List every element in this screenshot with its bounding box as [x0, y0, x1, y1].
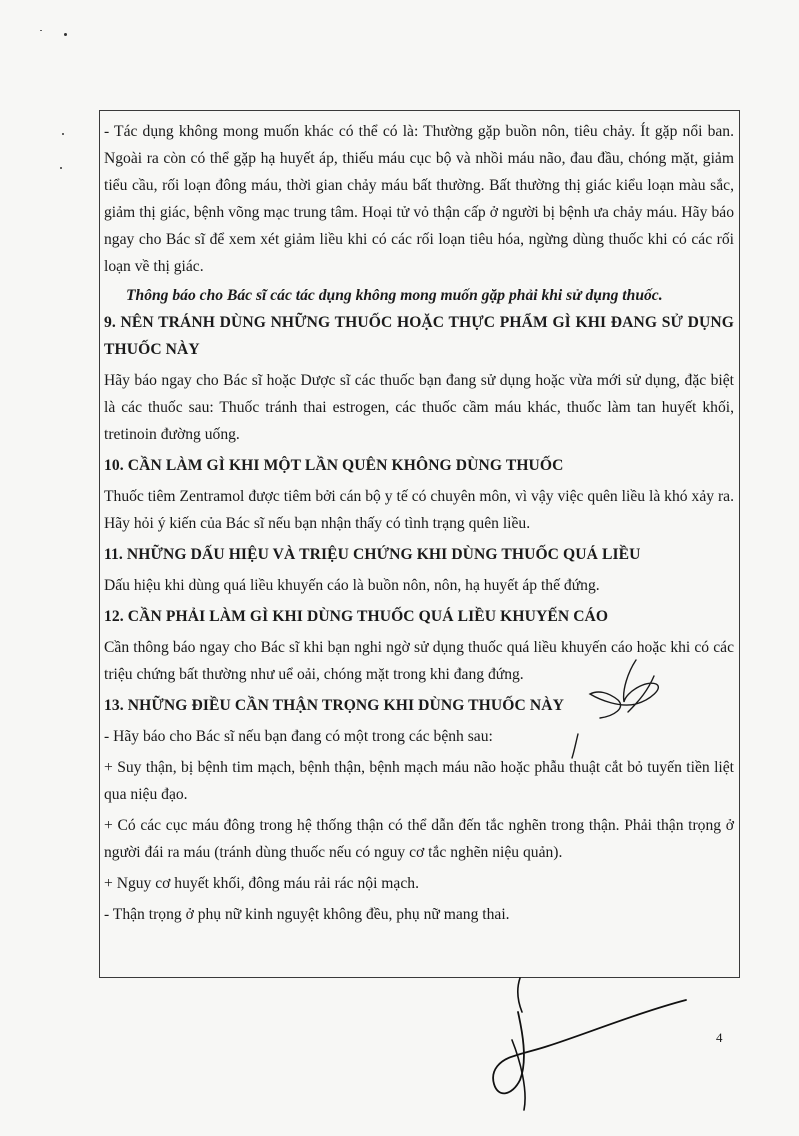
page-number: 4 — [716, 1030, 723, 1045]
heading-section-12: 12. CẦN PHẢI LÀM GÌ KHI DÙNG THUỐC QUÁ LIỀU KHUYẾN CÁO — [104, 608, 609, 625]
paragraph-section-13-item-2: + Có các cục máu đông trong hệ thống thận có thể dẫn đến tắc nghẽn trong thận. Phải thận trọng ở người đái ra máu (tránh dùng thuốc nếu có nguy cơ tắc nghẽn niệu quản). — [104, 817, 734, 861]
document-body — [104, 118, 734, 928]
paragraph-side-effects: - Tác dụng không mong muốn khác có thể có là: Thường gặp buồn nôn, tiêu chảy. Ít gặp nổi ban. Ngoài ra còn có thể gặp hạ huyết áp, thiếu máu cục bộ và nhồi máu não, đau đầu, chóng mặt, giảm tiểu cầu, rối loạn đông máu, thời gian chảy máu bất thường. Bất thường thị giác kiểu loạn màu sắc, giảm thị giác, bệnh võng mạc trung tâm. Hoại tử vỏ thận cấp ở người bị bệnh ưa chảy máu. Hãy báo ngay cho Bác sĩ để xem xét giảm liều khi có các rối loạn tiêu hóa, ngừng dùng thuốc khi có các rối loạn về thị giác. — [104, 123, 734, 275]
heading-section-10: 10. CẦN LÀM GÌ KHI MỘT LẦN QUÊN KHÔNG DÙNG THUỐC — [104, 457, 564, 474]
paragraph-section-13-intro: - Hãy báo cho Bác sĩ nếu bạn đang có một trong các bệnh sau: — [104, 728, 493, 745]
paragraph-section-10: Thuốc tiêm Zentramol được tiêm bởi cán bộ y tế có chuyên môn, vì vậy việc quên liều là khó xảy ra. Hãy hỏi ý kiến của Bác sĩ nếu bạn nhận thấy có tình trạng quên liều. — [104, 488, 734, 532]
paragraph-section-13-item-4: - Thận trọng ở phụ nữ kinh nguyệt không đều, phụ nữ mang thai. — [104, 906, 510, 923]
scan-speck — [60, 167, 62, 169]
paragraph-section-9: Hãy báo ngay cho Bác sĩ hoặc Dược sĩ các thuốc bạn đang sử dụng hoặc vừa mới sử dụng, đặc biệt là các thuốc sau: Thuốc tránh thai estrogen, các thuốc cầm máu khác, thuốc làm tan huyết khối, tretinoin đường uống. — [104, 372, 734, 443]
scan-speck — [64, 33, 67, 36]
paragraph-section-11: Dấu hiệu khi dùng quá liều khuyến cáo là buồn nôn, nôn, hạ huyết áp thế đứng. — [104, 577, 600, 594]
paragraph-section-13-item-1: + Suy thận, bị bệnh tim mạch, bệnh thận, bệnh mạch máu não hoặc phẫu thuật cắt bỏ tuyến tiền liệt qua niệu đạo. — [104, 759, 734, 803]
paragraph-section-12: Cần thông báo ngay cho Bác sĩ khi bạn nghi ngờ sử dụng thuốc quá liều khuyến cáo hoặc khi có các triệu chứng bất thường như uể oải, chóng mặt trong khi đang đứng. — [104, 639, 734, 683]
heading-section-9: 9. NÊN TRÁNH DÙNG NHỮNG THUỐC HOẶC THỰC PHẨM GÌ KHI ĐANG SỬ DỤNG THUỐC NÀY — [104, 314, 734, 358]
heading-section-13: 13. NHỮNG ĐIỀU CẦN THẬN TRỌNG KHI DÙNG THUỐC NÀY — [104, 697, 564, 714]
paragraph-section-13-item-3: + Nguy cơ huyết khối, đông máu rải rác nội mạch. — [104, 875, 419, 892]
scan-speck — [40, 30, 42, 31]
heading-section-11: 11. NHỮNG DẤU HIỆU VÀ TRIỆU CHỨNG KHI DÙNG THUỐC QUÁ LIỀU — [104, 546, 641, 563]
scan-speck — [62, 133, 64, 135]
paragraph-notify-doctor: Thông báo cho Bác sĩ các tác dụng không mong muốn gặp phải khi sử dụng thuốc. — [126, 287, 663, 304]
